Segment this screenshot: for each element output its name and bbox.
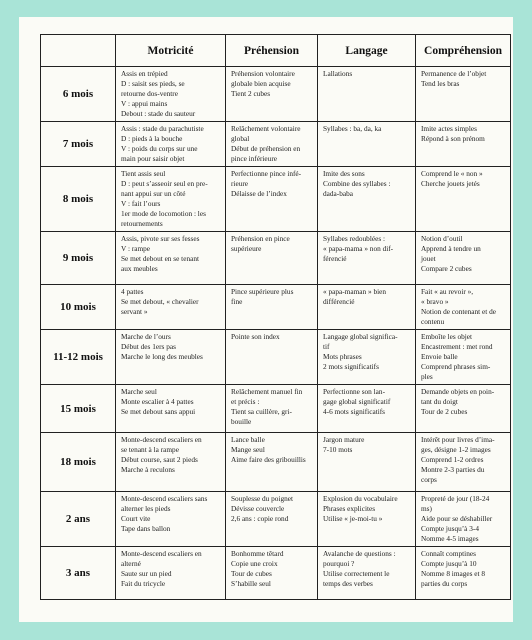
cell-line: Monte-descend escaliers en <box>121 435 202 444</box>
header-comprehension: Compréhension <box>416 35 511 67</box>
cell-line: aux meubles <box>121 264 158 273</box>
cell-line: Mots phrases <box>323 352 362 361</box>
cell-line: Dévisse couvercle <box>231 504 285 513</box>
cell-line: Tape dans ballon <box>121 524 171 533</box>
table-row <box>41 167 511 232</box>
header-langage: Langage <box>318 35 416 67</box>
cell-line: nant appui sur un côté <box>121 189 186 198</box>
cell-line: Debout : stade du sauteur <box>121 109 196 118</box>
motricite-cell <box>116 167 226 232</box>
comprehension-cell <box>416 547 511 600</box>
cell-line: V : appui mains <box>121 99 168 108</box>
cell-line: Apprend à tendre un <box>421 244 481 253</box>
cell-line: Tour de 2 cubes <box>421 407 468 416</box>
langage-cell <box>318 547 416 600</box>
cell-line: Marche de l’ours <box>121 332 171 341</box>
cell-line: Propreté de jour (18-24 <box>421 494 490 503</box>
cell-line: Marche à reculons <box>121 465 175 474</box>
cell-line: Combine des syllabes : <box>323 179 391 188</box>
cell-line: rieure <box>231 179 249 188</box>
header-prehension: Préhension <box>226 35 318 67</box>
table-body <box>41 67 511 600</box>
age-cell: 11-12 mois <box>41 330 116 385</box>
prehension-cell <box>226 285 318 330</box>
comprehension-cell <box>416 232 511 285</box>
comprehension-cell <box>416 285 511 330</box>
cell-line: Aime faire des gribouillis <box>231 455 306 464</box>
cell-line: jouet <box>421 254 436 263</box>
age-cell: 6 mois <box>41 67 116 122</box>
table-row <box>41 330 511 385</box>
cell-line: parties du corps <box>421 579 468 588</box>
cell-line: servant » <box>121 307 148 316</box>
comprehension-cell <box>416 122 511 167</box>
cell-line: V : fait l’ours <box>121 199 161 208</box>
cell-line: Début des 1ers pas <box>121 342 176 351</box>
age-cell: 7 mois <box>41 122 116 167</box>
cell-line: Délaisse de l’index <box>231 189 287 198</box>
cell-line: gage global significatif <box>323 397 391 406</box>
langage-cell <box>318 385 416 433</box>
cell-line: Tour de cubes <box>231 569 272 578</box>
cell-line: Langage global significa- <box>323 332 398 341</box>
cell-line: Perfectionne pince infé- <box>231 169 302 178</box>
cell-line: contenu <box>421 317 445 326</box>
table-row <box>41 547 511 600</box>
cell-line: Imite actes simples <box>421 124 477 133</box>
cell-line: Comprend 1-2 ordres <box>421 455 484 464</box>
age-cell: 9 mois <box>41 232 116 285</box>
cell-line: V : poids du corps sur une <box>121 144 198 153</box>
cell-line: Souplesse du poignet <box>231 494 294 503</box>
header-row <box>41 35 511 67</box>
cell-line: Nomme 4-5 images <box>421 534 479 543</box>
comprehension-cell <box>416 385 511 433</box>
cell-line: 4 pattes <box>121 287 144 296</box>
prehension-cell <box>226 122 318 167</box>
cell-line: Monte-descend escaliers sans <box>121 494 208 503</box>
cell-line: Relâchement volontaire <box>231 124 301 133</box>
cell-line: Tient 2 cubes <box>231 89 271 98</box>
age-cell: 15 mois <box>41 385 116 433</box>
cell-line: D : peut s’asseoir seul en pre- <box>121 179 208 188</box>
motricite-cell <box>116 122 226 167</box>
cell-line: 2 mots significatifs <box>323 362 379 371</box>
prehension-cell <box>226 67 318 122</box>
cell-line: Aide pour se déshabiller <box>421 514 493 523</box>
langage-cell <box>318 433 416 492</box>
cell-line: Nomme 8 images et 8 <box>421 569 486 578</box>
cell-line: Début de préhension en <box>231 144 301 153</box>
cell-line: différencié <box>323 297 355 306</box>
age-cell: 8 mois <box>41 167 116 232</box>
cell-line: tant du doigt <box>421 397 458 406</box>
cell-line: Syllabes : ba, da, ka <box>323 124 382 133</box>
cell-line: férencié <box>323 254 347 263</box>
motricite-cell <box>116 330 226 385</box>
langage-cell <box>318 232 416 285</box>
cell-line: 7-10 mots <box>323 445 353 454</box>
cell-line: Se met debout sans appui <box>121 407 196 416</box>
cell-line: Envoie balle <box>421 352 458 361</box>
cell-line: main pour saisir objet <box>121 154 185 163</box>
cell-line: supérieure <box>231 244 262 253</box>
cell-line: Comprend le « non » <box>421 169 483 178</box>
cell-line: 2,6 ans : copie rond <box>231 514 289 523</box>
cell-line: 4-6 mots significatifs <box>323 407 386 416</box>
langage-cell <box>318 492 416 547</box>
cell-line: « papa-mama » non dif- <box>323 244 394 253</box>
cell-line: « bravo » <box>421 297 449 306</box>
cell-line: et précis : <box>231 397 260 406</box>
cell-line: Marche le long des meubles <box>121 352 203 361</box>
header-motricite: Motricité <box>116 35 226 67</box>
cell-line: Assis, pivote sur ses fesses <box>121 234 200 243</box>
cell-line: Pince supérieure plus <box>231 287 294 296</box>
motricite-cell <box>116 492 226 547</box>
cell-line: V : rampe <box>121 244 151 253</box>
age-cell: 18 mois <box>41 433 116 492</box>
motricite-cell <box>116 547 226 600</box>
cell-line: Se met debout, « chevalier <box>121 297 199 306</box>
cell-line: bouille <box>231 417 252 426</box>
cell-line: Saute sur un pied <box>121 569 172 578</box>
cell-line: Compare 2 cubes <box>421 264 472 273</box>
prehension-cell <box>226 385 318 433</box>
cell-line: Imite des sons <box>323 169 365 178</box>
prehension-cell <box>226 232 318 285</box>
comprehension-cell <box>416 67 511 122</box>
cell-line: Compte jusqu’à 3-4 <box>421 524 479 533</box>
cell-line: Notion de contenant et de <box>421 307 496 316</box>
prehension-cell <box>226 492 318 547</box>
cell-line: ples <box>421 372 433 381</box>
cell-line: Comprend phrases sim- <box>421 362 491 371</box>
cell-line: Répond à son prénom <box>421 134 485 143</box>
cell-line: Utilise « je-moi-tu » <box>323 514 383 523</box>
cell-line: Explosion du vocabulaire <box>323 494 398 503</box>
cell-line: Monte-descend escaliers en <box>121 549 202 558</box>
cell-line: Emboîte les objet <box>421 332 473 341</box>
comprehension-cell <box>416 330 511 385</box>
table-row <box>41 232 511 285</box>
cell-line: retournements <box>121 219 163 228</box>
prehension-cell <box>226 167 318 232</box>
langage-cell <box>318 330 416 385</box>
langage-cell <box>318 285 416 330</box>
table-row <box>41 122 511 167</box>
cell-line: Encastrement : met rond <box>421 342 493 351</box>
cell-line: Permanence de l’objet <box>421 69 487 78</box>
age-cell: 10 mois <box>41 285 116 330</box>
prehension-cell <box>226 330 318 385</box>
cell-line: pince inférieure <box>231 154 277 163</box>
prehension-cell <box>226 433 318 492</box>
table-row <box>41 433 511 492</box>
age-cell: 3 ans <box>41 547 116 600</box>
cell-line: Marche seul <box>121 387 157 396</box>
cell-line: se tenant à la rampe <box>121 445 179 454</box>
motricite-cell <box>116 285 226 330</box>
cell-line: Demande objets en poin- <box>421 387 495 396</box>
cell-line: Début course, saut 2 pieds <box>121 455 198 464</box>
table-row <box>41 67 511 122</box>
cell-line: Notion d’outil <box>421 234 463 243</box>
prehension-cell <box>226 547 318 600</box>
cell-line: Jargon mature <box>323 435 365 444</box>
comprehension-cell <box>416 167 511 232</box>
cell-line: Monte escalier à 4 pattes <box>121 397 194 406</box>
header-empty <box>41 35 116 67</box>
motricite-cell <box>116 67 226 122</box>
cell-line: pourquoi ? <box>323 559 355 568</box>
cell-line: D : saisit ses pieds, se <box>121 79 185 88</box>
table-row <box>41 492 511 547</box>
cell-line: Tend les bras <box>421 79 460 88</box>
cell-line: Cherche jouets jetés <box>421 179 480 188</box>
cell-line: 1er mode de locomotion : les <box>121 209 206 218</box>
cell-line: fine <box>231 297 243 306</box>
age-cell: 2 ans <box>41 492 116 547</box>
cell-line: globale bien acquise <box>231 79 291 88</box>
cell-line: alterner les pieds <box>121 504 171 513</box>
motricite-cell <box>116 385 226 433</box>
cell-line: Préhension en pince <box>231 234 290 243</box>
cell-line: Utilise correctement le <box>323 569 390 578</box>
cell-line: Syllabes redoublées : <box>323 234 386 243</box>
cell-line: temps des verbes <box>323 579 373 588</box>
cell-line: D : pieds à la bouche <box>121 134 183 143</box>
motricite-cell <box>116 232 226 285</box>
cell-line: ms) <box>421 504 432 513</box>
cell-line: dada-baba <box>323 189 353 198</box>
cell-line: Relâchement manuel fin <box>231 387 303 396</box>
cell-line: Phrases explicites <box>323 504 376 513</box>
cell-line: Préhension volontaire <box>231 69 295 78</box>
cell-line: Assis : stade du parachutiste <box>121 124 204 133</box>
table-row <box>41 285 511 330</box>
langage-cell <box>318 122 416 167</box>
cell-line: Se met debout en se tenant <box>121 254 200 263</box>
cell-line: retourne dos-ventre <box>121 89 178 98</box>
cell-line: Lallations <box>323 69 353 78</box>
cell-line: Compte jusqu’à 10 <box>421 559 477 568</box>
langage-cell <box>318 167 416 232</box>
motricite-cell <box>116 433 226 492</box>
cell-line: Pointe son index <box>231 332 280 341</box>
cell-line: « papa-maman » bien <box>323 287 387 296</box>
development-milestones-table <box>40 34 511 600</box>
cell-line: Tient assis seul <box>121 169 166 178</box>
cell-line: Intérêt pour livres d’ima- <box>421 435 495 444</box>
cell-line: S’habille seul <box>231 579 271 588</box>
cell-line: Connaît comptines <box>421 549 476 558</box>
document-page <box>19 17 513 622</box>
cell-line: Fait du tricycle <box>121 579 166 588</box>
cell-line: Mange seul <box>231 445 265 454</box>
cell-line: tif <box>323 342 330 351</box>
cell-line: Montre 2-3 parties du <box>421 465 485 474</box>
cell-line: Fait « au revoir », <box>421 287 474 296</box>
langage-cell <box>318 67 416 122</box>
cell-line: Copie une croix <box>231 559 278 568</box>
cell-line: Perfectionne son lan- <box>323 387 386 396</box>
cell-line: Assis en trépied <box>121 69 168 78</box>
cell-line: Tient sa cuillère, gri- <box>231 407 292 416</box>
table-row <box>41 385 511 433</box>
cell-line: Lance balle <box>231 435 265 444</box>
comprehension-cell <box>416 492 511 547</box>
cell-line: Bonhomme têtard <box>231 549 284 558</box>
comprehension-cell <box>416 433 511 492</box>
cell-line: corps <box>421 475 437 484</box>
cell-line: alterné <box>121 559 141 568</box>
cell-line: global <box>231 134 250 143</box>
cell-line: ges, désigne 1-2 images <box>421 445 491 454</box>
cell-line: Avalanche de questions : <box>323 549 396 558</box>
cell-line: Court vite <box>121 514 151 523</box>
